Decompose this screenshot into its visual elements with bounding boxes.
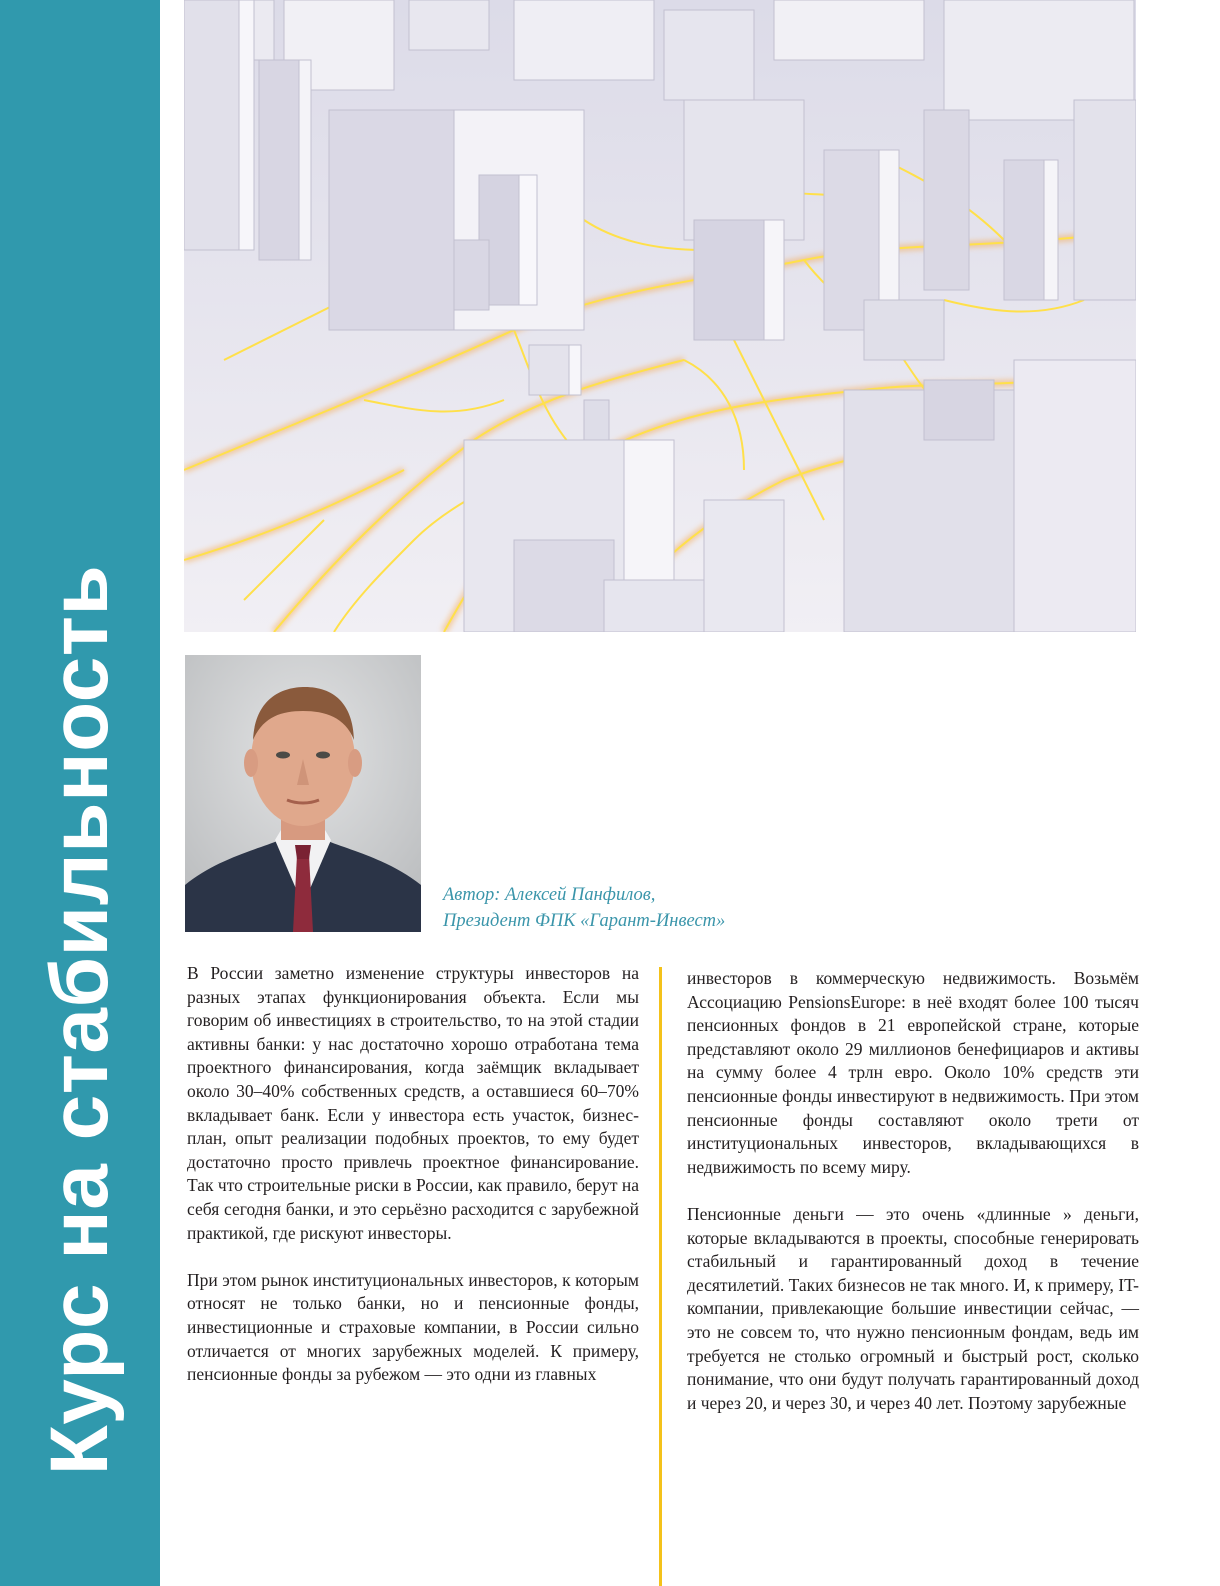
paragraph: В России заметно изменение структуры инвесторов на разных этапах функционирования объекта. Если мы говорим об инвестициях в строительство, то на этой стадии активны банки: у нас достаточно хорошо отработана тема проектного финансирования, когда заёмщик вкладывает около 30–40% собственных средств, а оставшиеся 60–70% вкладывает банк. Если у инвестора есть участок, бизнес-план, опыт реализации подобных проектов, то ему будет достаточно просто привлечь проектное финансирование. Так что строительные риски в России, как правило, берут на себя сегодня банки, и это серьёзно расходится с зарубежной практикой, где рискуют инвесторы.: [187, 963, 639, 1243]
paragraph: Пенсионные деньги — это очень «длинные » деньги, которые вкладываются в проекты, способные генерировать стабильный и гарантированный доход в течение десятилетий. Таких бизнесов не так много. И, к примеру, IT-компании, привлекающие большие инвестиции сейчас, — это не совсем то, что нужно пенсионным фондам, ведь им требуется не столько огромный и быстрый рост, сколько понимание, что они будут получать гарантированный доход и через 20, и через 30, и через 40 лет. Поэтому зарубежные: [687, 1203, 1139, 1413]
sidebar-band: [0, 0, 160, 1586]
article-column-right: [687, 967, 1139, 1439]
paragraph: При этом рынок институциональных инвесторов, к которым относят не только банки, но и пенсионные фонды, инвестиционные и страховые компании, в России сильно отличается от многих зарубежных моделей. К примеру, пенсионные фонды за рубежом — это одни из главных: [187, 1269, 639, 1385]
article-column-left: [187, 962, 639, 1410]
author-name: Автор: Алексей Панфилов,: [443, 885, 656, 905]
hero-city-image: [184, 0, 1136, 632]
section-title: Курс на стабильность: [34, 564, 125, 1476]
column-divider: [659, 967, 662, 1586]
paragraph: инвесторов в коммерческую недвижимость. Возьмём Ассоциацию PensionsEurope: в неё входят более 100 тысяч пенсионных фондов в 21 европейской стране, которые представляют около 29 миллионов бенефициаров и активы на сумму более 4 трлн евро. Около 10% средств эти пенсионные фонды инвестируют в недвижимость. При этом пенсионные фонды составляют около трети от институциональных инвесторов, вкладывающихся в недвижимость по всему миру.: [687, 968, 1139, 1177]
author-position: Президент ФПК «Гарант-Инвест»: [443, 911, 726, 931]
author-caption: [443, 882, 725, 934]
author-photo: [185, 655, 421, 932]
